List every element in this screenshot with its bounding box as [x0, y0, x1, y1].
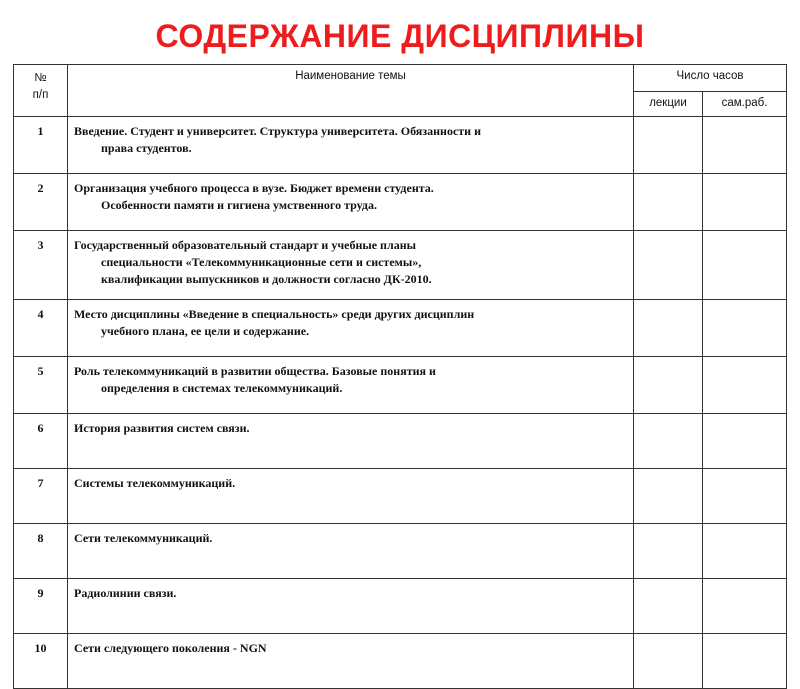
header-number-line1: №: [34, 72, 47, 84]
row-topic: [68, 300, 634, 357]
row-topic: [68, 117, 634, 174]
table-row: [14, 469, 787, 524]
lectures-cell: [634, 357, 703, 414]
topic-line: права студентов.: [101, 141, 192, 155]
topic-line: специальности «Телекоммуникационные сети и системы»,: [101, 255, 422, 269]
topic-line: История развития систем связи.: [74, 421, 250, 435]
header-topic: Наименование темы: [68, 65, 634, 117]
header-hours: Число часов: [634, 65, 787, 92]
discipline-table: [13, 64, 787, 689]
row-number: 3: [14, 231, 68, 300]
row-number: 10: [14, 634, 68, 689]
topic-line: Государственный образовательный стандарт и учебные планы: [74, 238, 416, 252]
self-study-cell: [703, 117, 787, 174]
self-study-cell: [703, 231, 787, 300]
self-study-cell: [703, 634, 787, 689]
row-number: 7: [14, 469, 68, 524]
table-row: [14, 300, 787, 357]
row-topic: [68, 174, 634, 231]
row-number: 5: [14, 357, 68, 414]
self-study-cell: [703, 414, 787, 469]
self-study-cell: [703, 174, 787, 231]
header-number-line2: п/п: [32, 89, 49, 101]
self-study-cell: [703, 300, 787, 357]
row-number: 1: [14, 117, 68, 174]
table-row: [14, 231, 787, 300]
row-topic: [68, 579, 634, 634]
topic-line: Введение. Студент и университет. Структура университета. Обязанности и: [74, 124, 481, 138]
lectures-cell: [634, 174, 703, 231]
table-row: [14, 524, 787, 579]
row-topic: [68, 231, 634, 300]
lectures-cell: [634, 231, 703, 300]
lectures-cell: [634, 300, 703, 357]
lectures-cell: [634, 524, 703, 579]
topic-line: Радиолинии связи.: [74, 586, 177, 600]
table-row: [14, 634, 787, 689]
topic-line: Системы телекоммуникаций.: [74, 476, 236, 490]
row-number: 8: [14, 524, 68, 579]
topic-line: Особенности памяти и гигиена умственного труда.: [101, 198, 377, 212]
row-topic: [68, 524, 634, 579]
row-topic: [68, 414, 634, 469]
lectures-cell: [634, 634, 703, 689]
table-row: [14, 117, 787, 174]
row-topic: [68, 469, 634, 524]
topic-line: Организация учебного процесса в вузе. Бюджет времени студента.: [74, 181, 434, 195]
lectures-cell: [634, 414, 703, 469]
topic-line: Место дисциплины «Введение в специальность» среди других дисциплин: [74, 307, 475, 321]
row-number: 4: [14, 300, 68, 357]
row-topic: [68, 357, 634, 414]
topic-line: определения в системах телекоммуникаций.: [101, 381, 343, 395]
header-number: [14, 65, 68, 117]
self-study-cell: [703, 357, 787, 414]
topic-line: Сети следующего поколения - NGN: [74, 641, 267, 655]
self-study-cell: [703, 524, 787, 579]
header-lectures: лекции: [634, 91, 703, 117]
topic-line: квалификации выпускников и должности согласно ДК-2010.: [101, 272, 432, 286]
topic-line: учебного плана, ее цели и содержание.: [101, 324, 310, 338]
self-study-cell: [703, 579, 787, 634]
table-row: [14, 174, 787, 231]
table-row: [14, 579, 787, 634]
table-row: [14, 414, 787, 469]
row-number: 6: [14, 414, 68, 469]
lectures-cell: [634, 469, 703, 524]
page-title: СОДЕРЖАНИЕ ДИСЦИПЛИНЫ: [155, 18, 645, 54]
topic-line: Роль телекоммуникаций в развитии общества. Базовые понятия и: [74, 364, 436, 378]
lectures-cell: [634, 117, 703, 174]
row-topic: [68, 634, 634, 689]
header-self-study: сам.раб.: [703, 91, 787, 117]
row-number: 2: [14, 174, 68, 231]
lectures-cell: [634, 579, 703, 634]
table-row: [14, 357, 787, 414]
topic-line: Сети телекоммуникаций.: [74, 531, 213, 545]
row-number: 9: [14, 579, 68, 634]
self-study-cell: [703, 469, 787, 524]
